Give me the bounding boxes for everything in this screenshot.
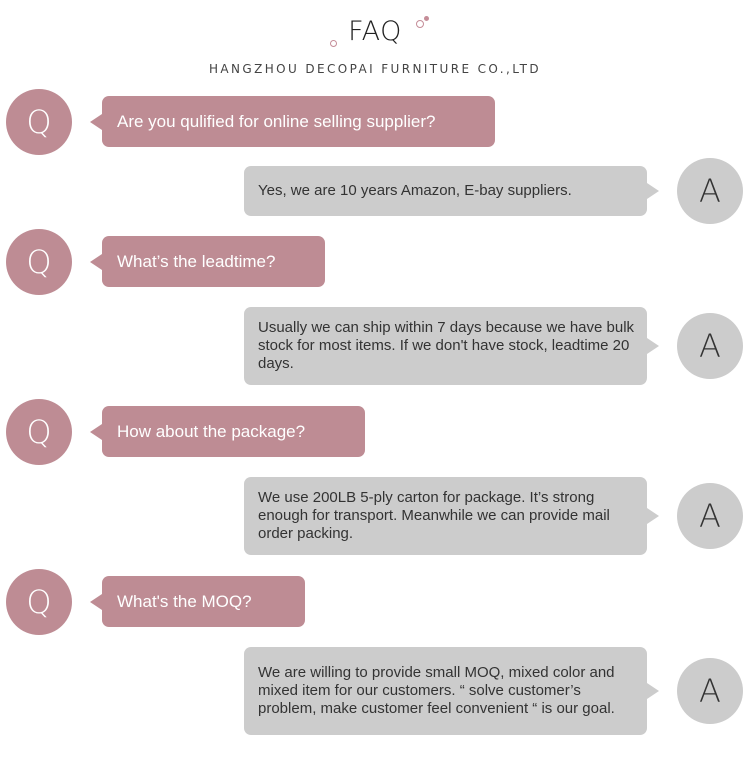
answer-avatar-icon: A [677,658,743,724]
decorative-dot-icon [424,16,429,21]
question-bubble: What's the MOQ? [102,576,305,627]
company-name: HANGZHOU DECOPAI FURNITURE CO.,LTD [208,62,542,76]
question-bubble: What’s the leadtime? [102,236,325,287]
answer-bubble: We are willing to provide small MOQ, mixed color and mixed item for our customers. “ solve customer’s problem, make customer feel convenient “ is our goal. [244,647,647,735]
question-avatar-icon: Q [6,569,72,635]
question-avatar-icon: Q [6,229,72,295]
page-title: FAQ [348,16,402,47]
answer-avatar-icon: A [677,483,743,549]
decorative-circle-icon [330,40,337,47]
question-bubble: How about the package? [102,406,365,457]
decorative-circle-icon [416,20,424,28]
answer-bubble: Usually we can ship within 7 days because we have bulk stock for most items. If we don't have stock, leadtime 20 days. [244,307,647,385]
answer-avatar-icon: A [677,158,743,224]
question-bubble: Are you qulified for online selling supplier? [102,96,495,147]
question-avatar-icon: Q [6,399,72,465]
answer-avatar-icon: A [677,313,743,379]
question-avatar-icon: Q [6,89,72,155]
answer-bubble: We use 200LB 5-ply carton for package. It’s strong enough for transport. Meanwhile we can provide mail order packing. [244,477,647,555]
answer-bubble: Yes, we are 10 years Amazon, E-bay suppliers. [244,166,647,216]
